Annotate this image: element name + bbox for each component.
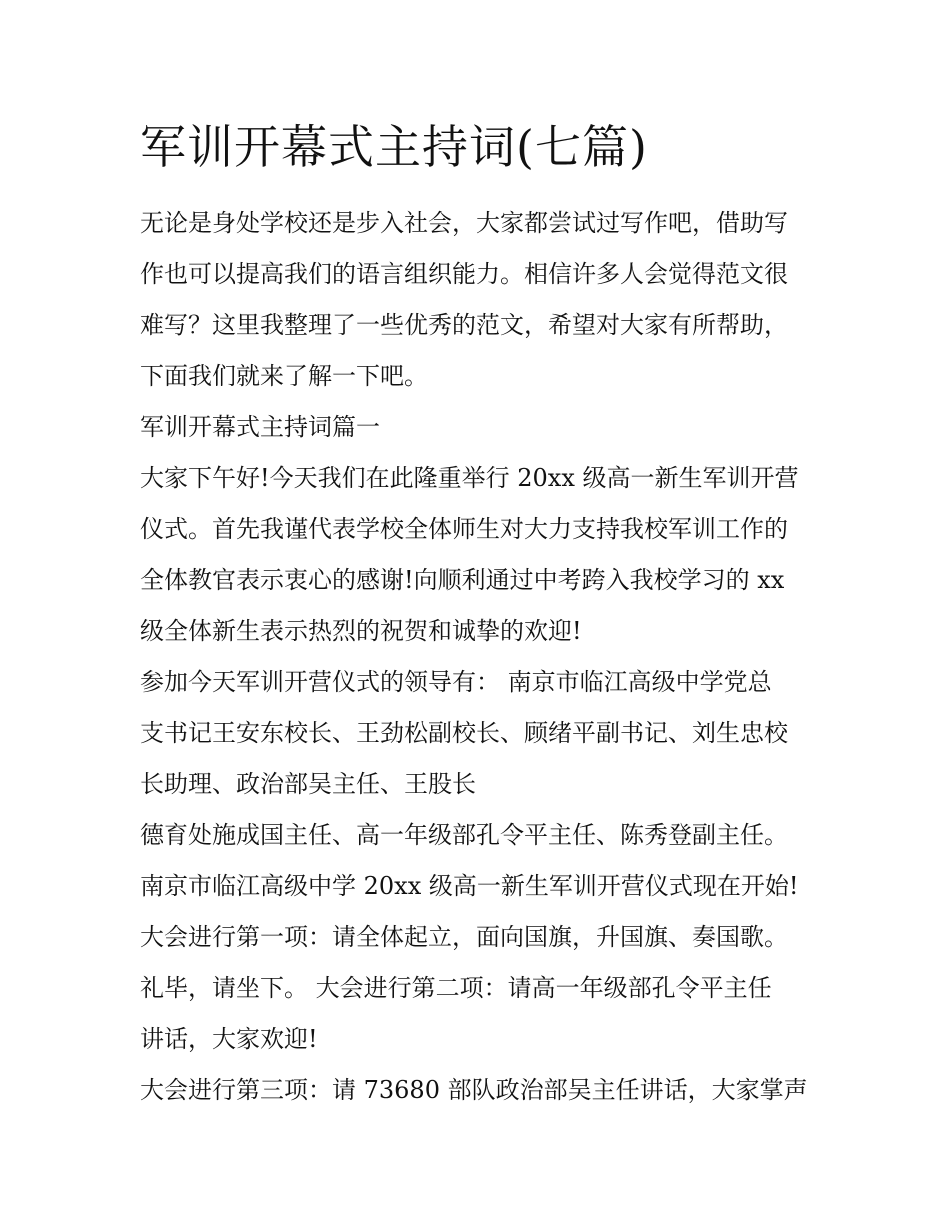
section-heading: 军训开幕式主持词篇一 [140,413,380,441]
text-line: 无论是身处学校还是步入社会，大家都尝试过写作吧，借助写 [140,209,788,237]
text-line: 礼毕，请坐下。 大会进行第二项：请高一年级部孔令平主任 [140,974,772,1002]
text-line: 南京市临江高级中学 20xx 级高一新生军训开营仪式现在开始! [140,872,799,900]
text-line: 支书记王安东校长、王劲松副校长、顾绪平副书记、刘生忠校 [140,719,788,747]
document-body [140,198,840,1116]
text-line: 长助理、政治部吴主任、王股长 [140,770,476,798]
text-line: 参加今天军训开营仪式的领导有： 南京市临江高级中学党总 [140,668,772,696]
text-line: 大家下午好!今天我们在此隆重举行 20xx 级高一新生军训开营 [140,464,799,492]
text-line: 下面我们就来了解一下吧。 [140,362,428,390]
text-line: 仪式。首先我谨代表学校全体师生对大力支持我校军训工作的 [140,515,788,543]
text-line: 难写？这里我整理了一些优秀的范文，希望对大家有所帮助， [140,311,788,339]
document-title: 军训开幕式主持词(七篇) [140,120,648,174]
text-line: 大会进行第三项：请 73680 部队政治部吴主任讲话，大家掌声 [140,1076,808,1104]
text-line: 德育处施成国主任、高一年级部孔令平主任、陈秀登副主任。 [140,821,788,849]
text-line: 全体教官表示衷心的感谢!向顺利通过中考跨入我校学习的 xx [140,566,785,594]
text-line: 级全体新生表示热烈的祝贺和诚挚的欢迎! [140,617,582,645]
text-line: 讲话，大家欢迎! [140,1025,318,1053]
text-line: 大会进行第一项：请全体起立，面向国旗，升国旗、奏国歌。 [140,923,788,951]
text-line: 作也可以提高我们的语言组织能力。相信许多人会觉得范文很 [140,260,788,288]
